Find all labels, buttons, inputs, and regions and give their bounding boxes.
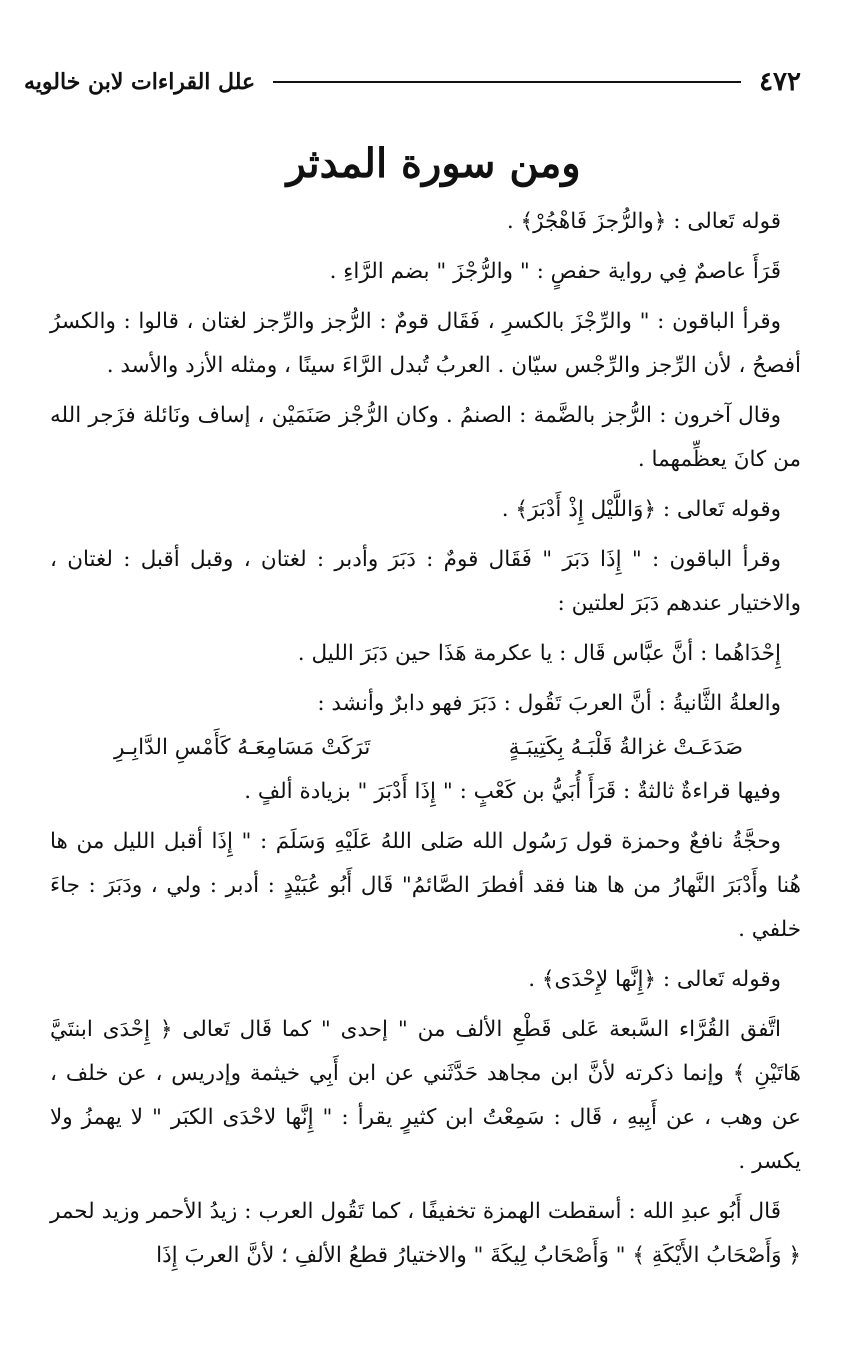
paragraph: وقرأ الباقون : " والرِّجْزَ بالكسرِ ، فَقَال قومٌ : الرُّجز والرِّجز لغتان ، قالوا : والكسرُ أفصحُ ، لأن الرِّجز والرِّجْس سيّان . العربُ تُبدل الرَّاءَ سينًا ، ومثله الأزد والأسد . (50, 309, 801, 378)
header-rule (273, 81, 741, 83)
paragraph: وقرأ الباقون : " إِذَا دَبَرَ " فَقَال قومٌ : دَبَرَ وأدبر : لغتان ، وقبل أقبل : لغتان ، والاختيار عندهم دَبَرَ لعلتين : (50, 547, 801, 616)
paragraph: والعلةُ الثَّانيةُ : أنَّ العربَ تَقُول : دَبَرَ فهو دابرٌ وأنشد : (317, 691, 781, 716)
paragraph: وحجَّةُ نافعٌ وحمزة قول رَسُول الله صَلى اللهُ عَلَيْهِ وَسَلَمَ : " إِذَا أقبل الليل من ها هُنا وأَدْبَرَ النَّهارُ من ها هنا فقد أفطرَ الصَّائمُ" قَال أَبُو عُبَيْدٍ : أدبر : ولي ، ودَبَرَ : جاءَ خلفي . (50, 829, 801, 942)
book-title: علل القراءات لابن خالويه (24, 69, 256, 95)
paragraph: قَال أَبُو عبدِ الله : أسقطت الهمزة تخفيفًا ، كما تَقُول العرب : زيدُ الأحمر وزيد لحمر ﴿ وَأَصْحَابُ الأَيْكَةِ ﴾ " وَأَصْحَابُ لِيكَةَ " والاختيارُ قطعُ الألفِ ؛ لأنَّ العربَ إِذَا (50, 1199, 801, 1268)
body-text (50, 200, 801, 1278)
paragraph: وفيها قراءةٌ ثالثةٌ : قَرَأَ أُبَيُّ بن كَعْبٍ : " إِذَا أَدْبَرَ " بزيادة ألفٍ . (244, 779, 781, 804)
paragraph: وقوله تَعالى : ﴿إِنَّها لإِحْدَى﴾ . (528, 967, 781, 992)
paragraph: وقوله تَعالى : ﴿وَاللَّيْل إِذْ أَدْبَرَ﴾ . (501, 497, 781, 522)
surah-heading: ومن سورة المدثر (286, 140, 581, 187)
verse-second-hemistich: تَرَكَتْ مَسَامِعَـهُ كَأَمْسِ الدَّابِـرِ (114, 735, 371, 760)
verse-first-hemistich: صَدَعَـتْ غزالةُ قَلْبَـهُ بِكَتِيبَـةٍ (508, 735, 743, 760)
page-header (24, 62, 801, 102)
paragraph: وقال آخرون : الرُّجز بالضَّمة : الصنمُ . وكان الرُّجْز صَنَمَيْن ، إساف ونَائلة فزَجر الله من كانَ يعظِّمهما . (50, 403, 801, 472)
poetry-verse (50, 726, 801, 770)
paragraph: قَرَأَ عاصمٌ فِي رواية حفصٍ : " والرُّجْزَ " بضم الرَّاءِ . (329, 259, 781, 284)
paragraph: قوله تَعالى : ﴿والرُّجزَ فَاهْجُرْ﴾ . (506, 209, 781, 234)
paragraph: إِحْدَاهُما : أنَّ عبَّاس قَال : يا عكرمة هَذَا حين دَبَرَ الليل . (297, 641, 781, 666)
paragraph: اتَّفق القُرَّاء السَّبعة عَلى قَطْعِ الألف من " إحدى " كما قَال تَعالى ﴿ إِحْدَى ابنتَيَّ هَاتَيْنِ ﴾ وإنما ذكرته لأنَّ ابن مجاهد حَدَّثَني عن ابن أَبِي خيثمة وإدريس ، عن خلف ، عن وهب ، عن أَبِيهِ ، قَال : سَمِعْتُ ابن كثيرٍ يقرأ : " إِنَّها لاحْدَى الكبَر " لا يهمزُ ولا يكسر . (50, 1017, 801, 1174)
page-number: ٤٧٢ (759, 67, 801, 97)
